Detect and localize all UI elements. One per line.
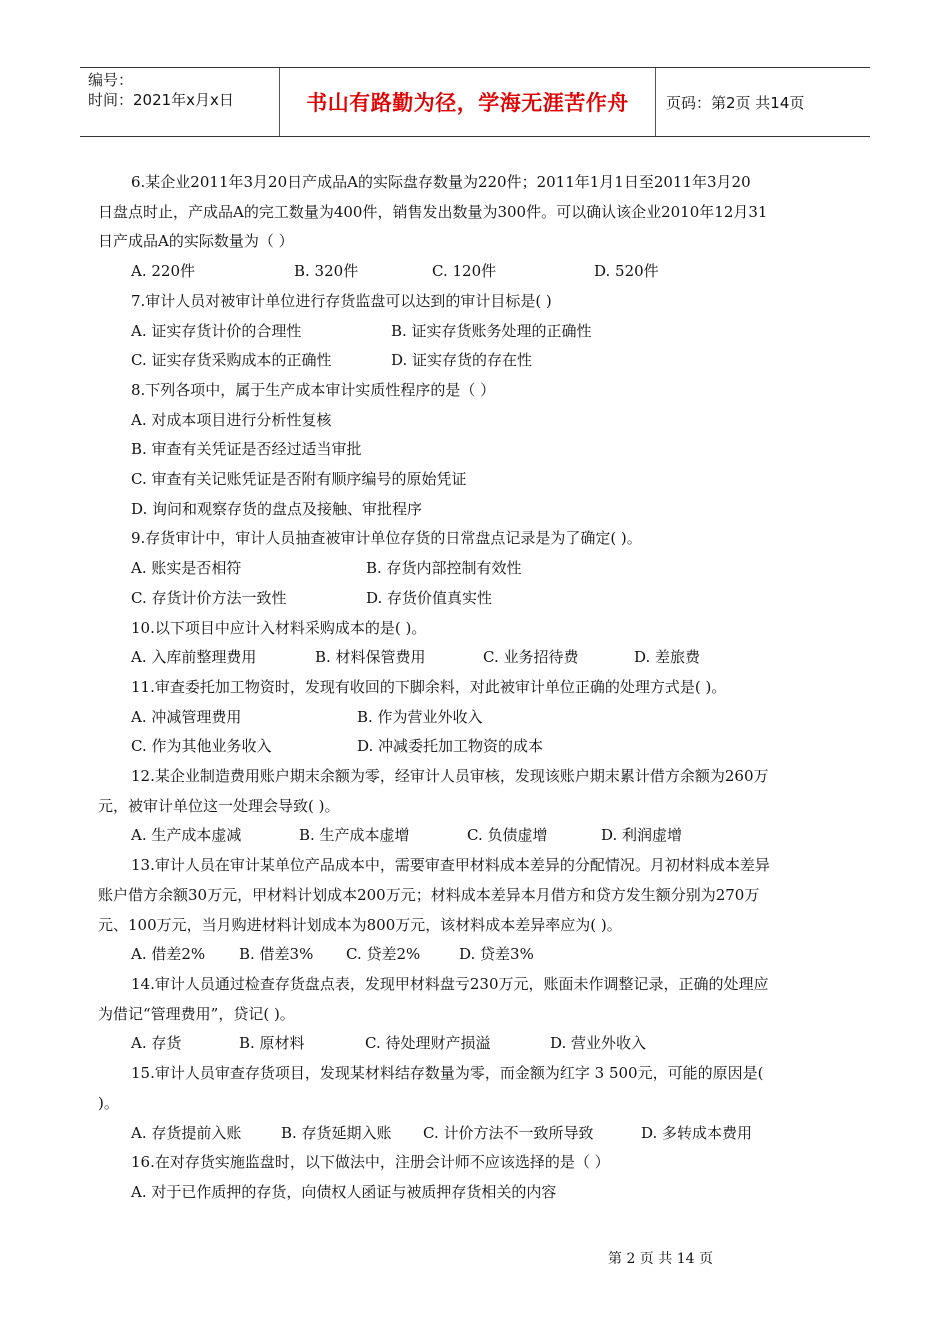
option-d: D. 贷差3% bbox=[459, 945, 534, 964]
question-11-options bbox=[131, 703, 855, 733]
option-d: D. 冲减委托加工物资的成本 bbox=[357, 737, 544, 756]
option-b: B. 320件 bbox=[294, 262, 359, 281]
option-d: D. 询问和观察存货的盘点及接触、审批程序 bbox=[131, 499, 423, 518]
option-c: C. 存货计价方法一致性 bbox=[131, 588, 287, 607]
question-11-options bbox=[131, 732, 855, 762]
question-15-line: )。 bbox=[98, 1093, 119, 1112]
option-b: B. 借差3% bbox=[239, 945, 314, 964]
option-d: D. 营业外收入 bbox=[550, 1034, 647, 1053]
question-6-line: 日产成品A的实际数量为（ ） bbox=[98, 232, 294, 251]
option-c: C. 业务招待费 bbox=[483, 648, 579, 667]
question-9-options bbox=[131, 584, 855, 614]
header-info bbox=[80, 68, 280, 136]
option-a: A. 账实是否相符 bbox=[131, 559, 242, 578]
question-7-options bbox=[131, 317, 855, 347]
question-13-line: 元、100万元，当月购进材料计划成本为800万元，该材料成本差异率应为( )。 bbox=[98, 915, 622, 934]
option-a: A. 对成本项目进行分析性复核 bbox=[131, 410, 332, 429]
question-11-line: 11.审查委托加工物资时，发现有收回的下脚余料，对此被审计单位正确的处理方式是( )。 bbox=[131, 677, 727, 696]
option-d: D. 存货价值真实性 bbox=[366, 588, 493, 607]
header-motto: 书山有路勤为径，学海无涯苦作舟 bbox=[280, 68, 656, 136]
option-c: C. 作为其他业务收入 bbox=[131, 737, 272, 756]
option-b: B. 原材料 bbox=[239, 1034, 305, 1053]
question-6-options bbox=[131, 257, 855, 287]
question-9-line: 9.存货审计中，审计人员抽查被审计单位存货的日常盘点记录是为了确定( )。 bbox=[131, 529, 642, 548]
question-14-line: 为借记“管理费用”，贷记( )。 bbox=[98, 1004, 295, 1023]
question-9-options bbox=[131, 554, 855, 584]
option-d: D. 利润虚增 bbox=[601, 826, 683, 845]
option-c: C. 贷差2% bbox=[346, 945, 421, 964]
question-12-line: 12.某企业制造费用账户期末余额为零，经审计人员审核，发现该账户期末累计借方余额为260万 bbox=[131, 767, 769, 786]
option-a: A. 证实存货计价的合理性 bbox=[131, 321, 302, 340]
question-13-line: 13.审计人员在审计某单位产品成本中，需要审查甲材料成本差异的分配情况。月初材料成本差异 bbox=[131, 856, 770, 875]
option-a: A. 借差2% bbox=[131, 945, 206, 964]
option-b: B. 证实存货账务处理的正确性 bbox=[391, 321, 592, 340]
option-d: D. 证实存货的存在性 bbox=[391, 351, 533, 370]
option-c: C. 计价方法不一致所导致 bbox=[423, 1123, 594, 1142]
document-number: 编号： bbox=[88, 71, 134, 89]
question-15-line: 15.审计人员审查存货项目，发现某材料结存数量为零，而金额为红字 3 500元，可能的原因是( bbox=[131, 1064, 764, 1083]
question-13-options bbox=[131, 940, 855, 970]
option-c: C. 审查有关记账凭证是否附有顺序编号的原始凭证 bbox=[131, 470, 467, 489]
header-page-number: 页码：第2页 共14页 bbox=[666, 93, 805, 112]
option-d: D. 差旅费 bbox=[634, 648, 701, 667]
option-a: A. 入库前整理费用 bbox=[131, 648, 257, 667]
question-15-options bbox=[131, 1119, 855, 1149]
question-14-options bbox=[131, 1029, 855, 1059]
option-b: B. 材料保管费用 bbox=[315, 648, 426, 667]
option-c: C. 120件 bbox=[432, 262, 497, 281]
option-a: A. 对于已作质押的存货，向债权人函证与被质押存货相关的内容 bbox=[131, 1182, 557, 1201]
page-footer: 第 2 页 共 14 页 bbox=[608, 1251, 713, 1267]
question-14-line: 14.审计人员通过检查存货盘点表，发现甲材料盘亏230万元，账面未作调整记录，正确的处理应 bbox=[131, 974, 769, 993]
option-a: A. 存货 bbox=[131, 1034, 182, 1053]
question-8-line: 8.下列各项中，属于生产成本审计实质性程序的是（ ） bbox=[131, 380, 496, 399]
option-a: A. 冲减管理费用 bbox=[131, 707, 242, 726]
option-b: B. 存货内部控制有效性 bbox=[366, 559, 522, 578]
option-b: B. 存货延期入账 bbox=[281, 1123, 392, 1142]
option-d: D. 520件 bbox=[594, 262, 659, 281]
question-7-options bbox=[131, 346, 855, 376]
option-b: B. 作为营业外收入 bbox=[357, 707, 483, 726]
question-6-line: 日盘点时止，产成品A的完工数量为400件，销售发出数量为300件。可以确认该企业2010年12月31 bbox=[98, 202, 768, 221]
document-time: 时间：2021年x月x日 bbox=[88, 91, 234, 109]
option-b: B. 生产成本虚增 bbox=[299, 826, 410, 845]
option-c: C. 证实存货采购成本的正确性 bbox=[131, 351, 332, 370]
option-c: C. 负债虚增 bbox=[467, 826, 548, 845]
question-12-options bbox=[131, 821, 855, 851]
question-7-line: 7.审计人员对被审计单位进行存货监盘可以达到的审计目标是( ) bbox=[131, 291, 552, 310]
question-6-line: 6.某企业2011年3月20日产成品A的实际盘存数量为220件；2011年1月1日至2011年3月20 bbox=[131, 173, 751, 191]
option-a: A. 220件 bbox=[131, 262, 195, 281]
question-13-line: 账户借方余额30万元，甲材料计划成本200万元；材料成本差异本月借方和贷方发生额分别为270万 bbox=[98, 885, 760, 904]
question-10-line: 10.以下项目中应计入材料采购成本的是( )。 bbox=[131, 618, 427, 637]
option-b: B. 审查有关凭证是否经过适当审批 bbox=[131, 440, 362, 459]
page-header bbox=[80, 67, 870, 137]
question-10-options bbox=[131, 643, 855, 673]
question-list bbox=[98, 168, 855, 1208]
option-c: C. 待处理财产损溢 bbox=[365, 1034, 491, 1053]
option-d: D. 多转成本费用 bbox=[641, 1123, 753, 1142]
option-a: A. 生产成本虚减 bbox=[131, 826, 242, 845]
question-16-line: 16.在对存货实施监盘时，以下做法中，注册会计师不应该选择的是（ ） bbox=[131, 1153, 610, 1172]
option-a: A. 存货提前入账 bbox=[131, 1123, 242, 1142]
question-12-line: 元，被审计单位这一处理会导致( )。 bbox=[98, 796, 340, 815]
